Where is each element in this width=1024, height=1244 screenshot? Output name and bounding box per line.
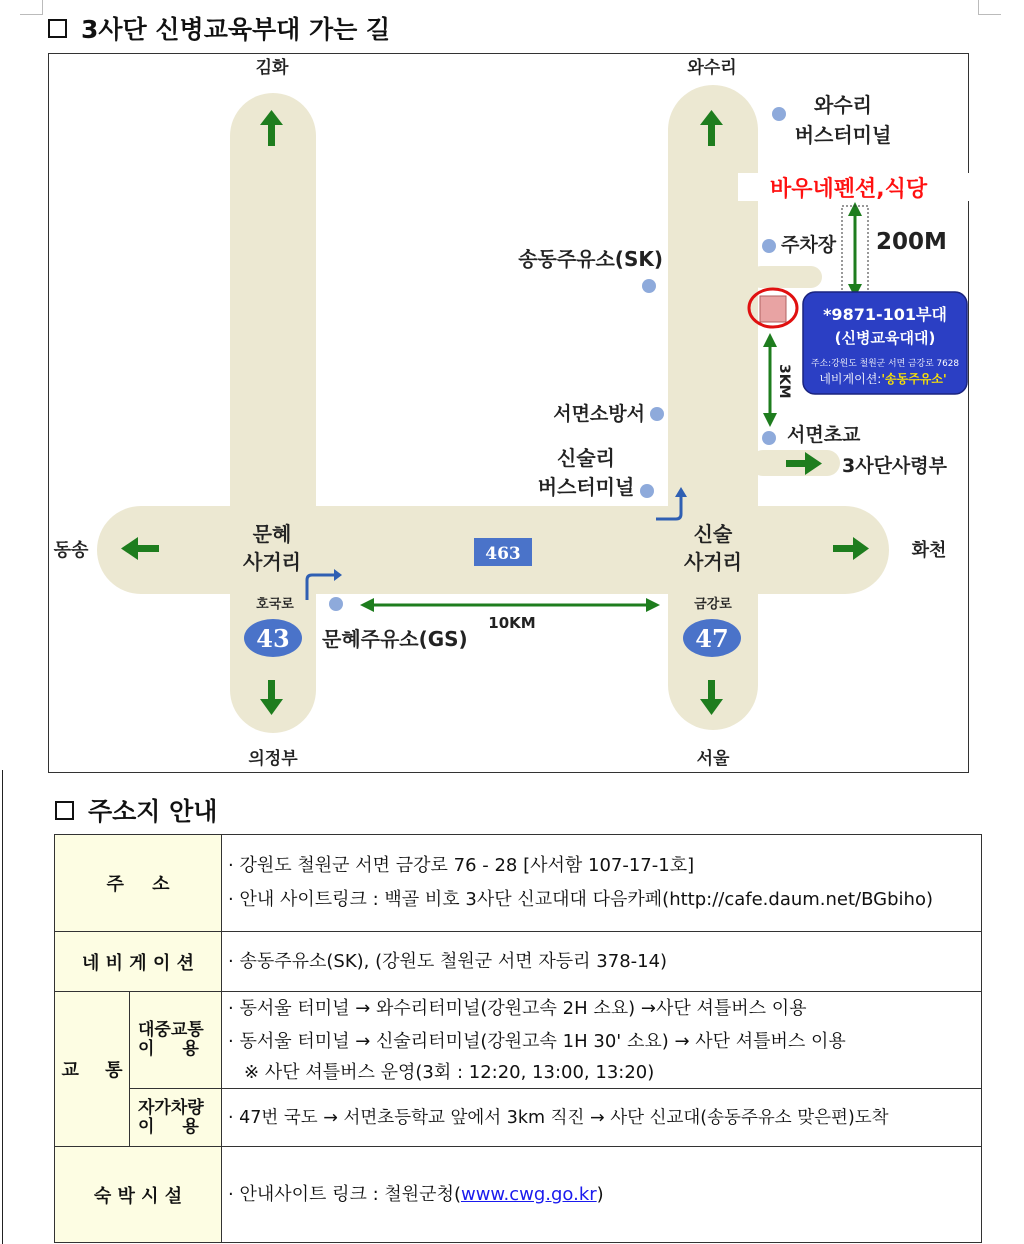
unit-info-line1: *9871-101부대 bbox=[823, 305, 947, 324]
label-10km: 10KM bbox=[488, 614, 536, 632]
row-header-navigation: 네 비 게 이 션 bbox=[55, 932, 222, 992]
intersection-munhye-line1: 문혜 bbox=[252, 522, 292, 546]
checkbox-square-icon bbox=[55, 801, 74, 820]
unit-building-icon bbox=[760, 296, 786, 322]
landmark-wasuri-line2: 버스터미널 bbox=[794, 123, 892, 147]
row-content-navigation bbox=[222, 932, 982, 992]
section-title-text: 주소지 안내 bbox=[88, 797, 218, 826]
landmark-wasuri-line1: 와수리 bbox=[814, 93, 872, 117]
unit-info-line3: 주소:강원도 철원군 서면 금강로 7628 bbox=[811, 359, 962, 369]
intersection-sinsul-line2: 사거리 bbox=[684, 550, 742, 574]
landmark-dot-icon bbox=[329, 597, 343, 611]
road-label-uijeongbu: 의정부 bbox=[248, 749, 298, 769]
route-sign-463-label: 463 bbox=[485, 544, 521, 564]
landmark-munhye-gas: 문혜주유소(GS) bbox=[322, 627, 468, 651]
table-row bbox=[55, 992, 982, 1089]
table-row bbox=[55, 835, 982, 932]
landmark-fire-station: 서면소방서 bbox=[553, 403, 645, 425]
table-row bbox=[55, 1089, 982, 1147]
lodging-suffix: ) bbox=[596, 1183, 604, 1205]
map-labels bbox=[54, 57, 948, 769]
table-row bbox=[55, 932, 982, 992]
public-transport-line: · 동서울 터미널 → 와수리터미널(강원고속 2H 소요) →사단 셔틀버스 이용 bbox=[228, 998, 807, 1019]
private-car-line: · 47번 국도 → 서면초등학교 앞에서 3km 직진 → 사단 신교대(송동주유소 맞은편)도착 bbox=[228, 1107, 889, 1128]
intersection-munhye-line2: 사거리 bbox=[243, 550, 301, 574]
row-content-private-car bbox=[222, 1089, 982, 1147]
subheader-private-line1: 자가차량 bbox=[138, 1097, 204, 1118]
landmark-dot-icon bbox=[642, 279, 656, 293]
lodging-site-link[interactable]: www.cwg.go.kr bbox=[460, 1183, 597, 1205]
unit-info-line2: (신병교육대대) bbox=[834, 329, 936, 347]
landmark-hq: 3사단사령부 bbox=[842, 455, 947, 477]
landmark-dot-icon bbox=[762, 239, 776, 253]
unit-info-line4 bbox=[819, 371, 946, 386]
landmark-school: 서면초교 bbox=[787, 424, 861, 446]
route-sign-43-label: 43 bbox=[256, 624, 290, 653]
page-edge-line bbox=[2, 770, 3, 1244]
arrow-left-icon bbox=[360, 598, 374, 612]
landmark-pension: 바우네펜션,식당 bbox=[770, 177, 928, 202]
shuttle-note: ※ 사단 셔틀버스 운영(3회 : 12:20, 13:00, 13:20) bbox=[244, 1062, 655, 1083]
unit-info-box bbox=[803, 292, 967, 394]
landmark-songdong-gas: 송동주유소(SK) bbox=[518, 247, 663, 271]
road-label-hwacheon: 화천 bbox=[911, 540, 947, 561]
lodging-line bbox=[228, 1178, 981, 1212]
route-sign-47-label: 47 bbox=[695, 624, 729, 653]
navigation-line: · 송동주유소(SK), (강원도 철원군 서면 자등리 378-14) bbox=[228, 950, 668, 972]
subheader-public-line1: 대중교통 bbox=[138, 1020, 204, 1040]
public-transport-line: · 동서울 터미널 → 신술리터미널(강원고속 1H 30' 소요) → 사단 셔틀버스 이용 bbox=[228, 1031, 846, 1052]
arrow-up-icon bbox=[848, 202, 862, 216]
arrow-down-icon bbox=[763, 413, 777, 427]
road-label-dongsong: 동송 bbox=[53, 540, 89, 561]
landmark-sinsuri-line2: 버스터미널 bbox=[537, 475, 635, 499]
landmark-parking: 주차장 bbox=[781, 234, 837, 256]
subheader-public-transport bbox=[130, 992, 222, 1089]
road-name-geumgang: 금강로 bbox=[694, 597, 732, 612]
landmark-dot-icon bbox=[650, 407, 664, 421]
table-row bbox=[55, 1147, 982, 1243]
unit-info-nav-prefix: 네비게이션: bbox=[819, 372, 882, 386]
row-header-transport: 교 통 bbox=[55, 992, 130, 1147]
address-cafe-link-line[interactable]: · 안내 사이트링크 : 백골 비호 3사단 신교대대 다음카페(http://cafe.daum.net/BGbiho) bbox=[228, 889, 933, 910]
road-spur-parking bbox=[750, 266, 822, 288]
row-content-public-transport bbox=[222, 992, 982, 1089]
label-200m: 200M bbox=[876, 229, 947, 255]
road-label-gimhwa: 김화 bbox=[255, 58, 289, 78]
landmark-dot-icon bbox=[772, 107, 786, 121]
section-title-address-info bbox=[55, 792, 217, 828]
row-header-lodging: 숙 박 시 설 bbox=[55, 1147, 222, 1243]
subheader-public-line2: 이 용 bbox=[138, 1039, 199, 1059]
landmark-dot-icon bbox=[640, 484, 654, 498]
subheader-private-line2: 이 용 bbox=[138, 1116, 199, 1137]
label-3km: 3KM bbox=[776, 364, 792, 399]
address-info-table bbox=[54, 834, 982, 1243]
landmark-dot-icon bbox=[762, 431, 776, 445]
road-name-hoguk: 호국로 bbox=[256, 597, 294, 612]
unit-info-nav-value: '송동주유소' bbox=[881, 372, 947, 386]
section-title-text: 3사단 신병교육부대 가는 길 bbox=[81, 15, 391, 44]
address-line: · 강원도 철원군 서면 금강로 76 - 28 [사서함 107-17-1호] bbox=[228, 855, 695, 876]
row-content-address bbox=[222, 835, 982, 932]
subheader-private-car bbox=[130, 1089, 222, 1147]
lodging-prefix: · 안내사이트 링크 : 철원군청( bbox=[228, 1183, 461, 1205]
road-label-seoul: 서울 bbox=[696, 749, 730, 769]
row-header-address: 주 소 bbox=[55, 835, 222, 932]
arrow-up-icon bbox=[763, 333, 777, 347]
road-label-wasuri: 와수리 bbox=[687, 58, 737, 78]
arrow-right-icon bbox=[646, 598, 660, 612]
landmark-sinsuri-line1: 신술리 bbox=[557, 446, 615, 470]
row-content-lodging bbox=[222, 1147, 982, 1243]
intersection-sinsul-line1: 신술 bbox=[693, 522, 733, 546]
